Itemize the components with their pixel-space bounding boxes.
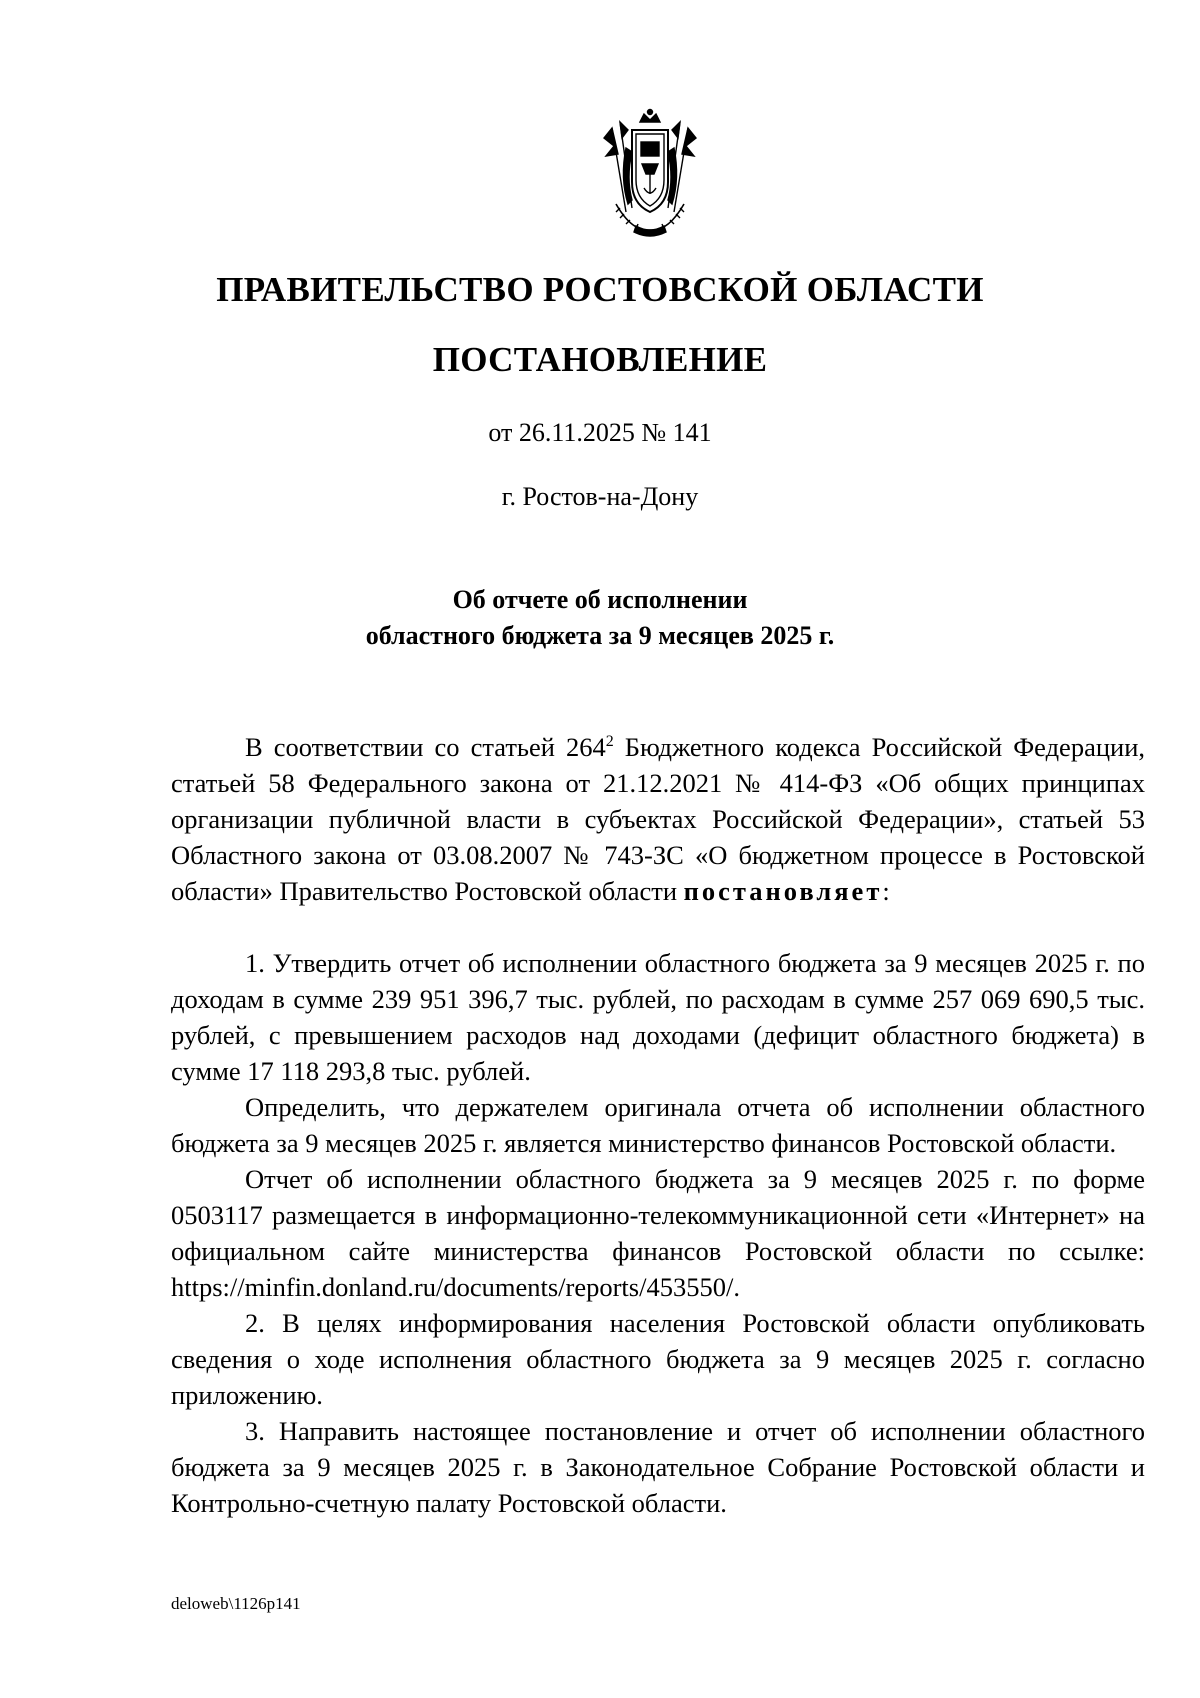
preamble-colon: : bbox=[882, 875, 890, 906]
paragraph-1: 1. Утвердить отчет об исполнении областного бюджета за 9 месяцев 2025 г. по доходам в сумме 239 951 396,7 тыс. рублей, по расходам в сумме 257 069 690,5 тыс. рублей, с превышением расходов над доходами (дефицит областного бюджета) в сумме 17 118 293,8 тыс. рублей. bbox=[171, 947, 1145, 1086]
preamble-part-1: В соответствии со статьей 264 bbox=[245, 731, 606, 762]
resolution-verb: постановляет bbox=[683, 875, 883, 906]
document-date-number: от 26.11.2025 № 141 bbox=[488, 418, 712, 447]
paragraph-2: 2. В целях информирования населения Ростовской области опубликовать сведения о ходе исполнения областного бюджета за 9 месяцев 2025 г. согласно приложению. bbox=[171, 1307, 1145, 1410]
subject-line-1: Об отчете об исполнении bbox=[452, 585, 748, 614]
document-subject bbox=[0, 582, 1200, 654]
article-superscript: 2 bbox=[605, 733, 614, 750]
document-type: ПОСТАНОВЛЕНИЕ bbox=[432, 340, 768, 379]
paragraph-1-publication: Отчет об исполнении областного бюджета за 9 месяцев 2025 г. по форме 0503117 размещается в информационно-телекоммуникационной сети «Интернет» на официальном сайте министерства финансов Ростовской области по ссылке: https://minfin.donland.ru/documents/reports/453550/. bbox=[171, 1163, 1145, 1302]
paragraph-1-holder: Определить, что держателем оригинала отчета об исполнении областного бюджета за 9 месяцев 2025 г. является министерство финансов Ростовской области. bbox=[171, 1091, 1145, 1158]
paragraph-3: 3. Направить настоящее постановление и отчет об исполнении областного бюджета за 9 месяцев 2025 г. в Законодательное Собрание Ростовской области и Контрольно-счетную палату Ростовской области. bbox=[171, 1415, 1145, 1518]
government-title: ПРАВИТЕЛЬСТВО РОСТОВСКОЙ ОБЛАСТИ bbox=[216, 270, 984, 309]
subject-line-2: областного бюджета за 9 месяцев 2025 г. bbox=[365, 621, 835, 650]
preamble-part-2: Бюджетного кодекса Российской Федерации, статьей 58 Федерального закона от 21.12.2021 № 414-ФЗ «Об общих принципах организации публичной власти в субъектах Российской Федерации», статьей 53 Областного закона от 03.08.2007 № 743-ЗС «О бюджетном процессе в Ростовской области» Правительство Ростовской области bbox=[171, 731, 1146, 906]
document-file-reference: deloweb\1126p141 bbox=[171, 1594, 301, 1613]
document-city: г. Ростов-на-Дону bbox=[501, 482, 699, 511]
document-body bbox=[171, 724, 1145, 1521]
coat-of-arms-icon bbox=[602, 108, 698, 238]
preamble-paragraph bbox=[171, 724, 1145, 909]
